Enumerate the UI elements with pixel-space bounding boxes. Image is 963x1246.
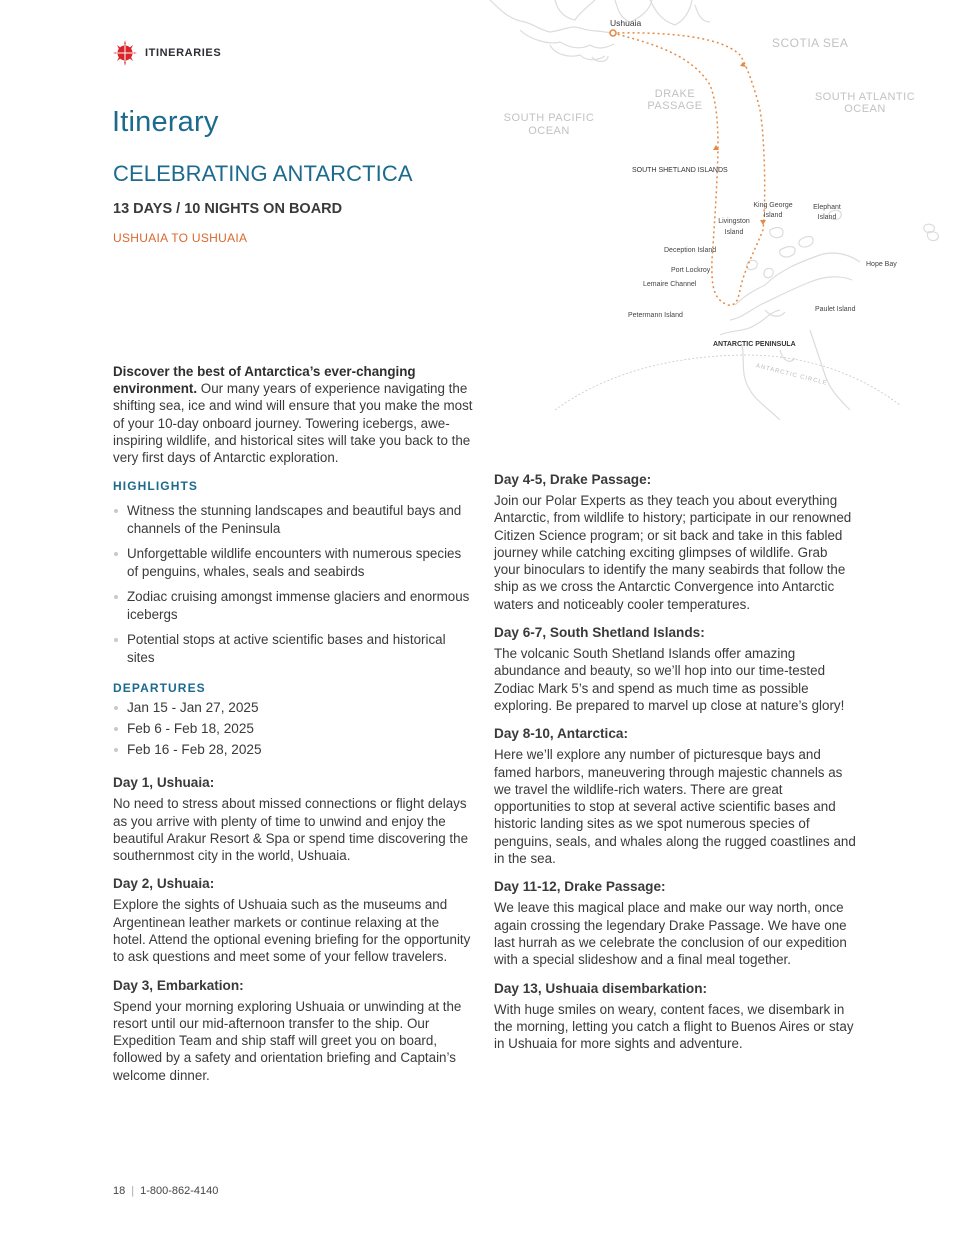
day-title: Day 13, Ushuaia disembarkation: [494,980,708,996]
route-arrow-icon [760,220,766,225]
day-description: Spend your morning exploring Ushuaia or unwinding at the resort until our mid-afternoon transfer to the ship. Our Expedition Team and ship staff will greet you on board, followed by a safety and orientation briefing and Captain’s welcome dinner. [113,998,462,1083]
map-label-king-george-2: Island [763,212,783,219]
antarctic-circle-label: ANTARCTIC CIRCLE [755,363,828,387]
day-title: Day 2, Ushuaia: [113,876,215,892]
map-label-livingston-2: Island [724,229,744,236]
map-label-king-george-1: King George [753,202,793,209]
departures-list [113,699,473,759]
map-label-pacific-1: SOUTH PACIFIC [503,112,595,124]
map-label-drake-1: DRAKE [654,88,696,100]
left-column [113,363,473,1096]
day-title: Day 1, Ushuaia: [113,775,215,791]
section-brand [113,40,221,66]
antarctic-circle-line [555,355,900,410]
day-entry-13 [494,981,856,1053]
day-entry-6-7 [494,625,856,714]
departure-item: Feb 16 - Feb 28, 2025 [113,741,473,759]
day-description: With huge smiles on weary, content faces, we disembark in the morning, letting you catch a flight to Buenos Aires or stay in Ushuaia for more sights and adventure. [494,1001,854,1052]
intro-paragraph [113,363,473,466]
day-entry-11-12 [494,879,856,968]
departure-item: Feb 6 - Feb 18, 2025 [113,720,473,738]
map-label-petermann: Petermann Island [628,312,683,319]
route-arrow-icon [740,62,746,67]
ushuaia-marker-icon [610,30,616,36]
intro-lead: Discover the best of Antarctica’s ever-changing environment. [113,364,416,397]
map-label-south-shetland: SOUTH SHETLAND ISLANDS [632,167,728,174]
day-description: No need to stress about missed connections or flight delays as you arrive with plenty of time to unwind and enjoy the beautiful Arakur Resort & Spa or spend time discovering the southernmost city in the world, Ushuaia. [113,796,469,864]
map-label-port-lockroy: Port Lockroy [671,267,711,274]
day-description: Explore the sights of Ushuaia such as the museums and Argentinean leather markets or continue relaxing at the hotel. Attend the optional evening briefing for the opportunity to ask questions and meet some of your fellow travelers. [113,897,471,965]
trip-name: CELEBRATING ANTARCTICA [113,161,413,186]
trip-duration: 13 DAYS / 10 NIGHTS ON BOARD [113,201,343,217]
map-label-deception: Deception Island [664,247,717,254]
highlight-item: Potential stops at active scientific bases and historical sites [113,631,473,666]
day-entry-1 [113,775,473,864]
map-label-hope-bay: Hope Bay [866,261,897,268]
day-title: Day 11-12, Drake Passage: [494,879,666,895]
map-label-drake-2: PASSAGE [647,100,703,112]
day-description: Join our Polar Experts as they teach you about everything Antarctic, from wildlife to history; participate in our renowned Citizen Science program; or sit back and take in this fabled journey while catching exciting glimpses of wildlife. Grab your binoculars to identify the many seabirds that follow the ship as we cross the Antarctic Convergence into Antarctic waters and noticeably cooler temperatures. [494,493,852,612]
map-label-paulet: Paulet Island [815,306,856,313]
map-label-atlantic-2: OCEAN [844,103,886,115]
phone-number: 1-800-862-4140 [140,1185,219,1197]
day-entry-3 [113,978,473,1084]
map-label-elephant-1: Elephant [813,204,841,211]
day-description: The volcanic South Shetland Islands offer amazing abundance and beauty, so we’ll hop into our time-tested Zodiac Mark 5’s and spend as much time as possible exploring. Be prepared to marvel up close at nature’s glory! [494,646,845,713]
highlights-list [113,502,473,666]
brand-label: ITINERARIES [145,47,222,59]
day-title: Day 4-5, Drake Passage: [494,472,652,487]
route-map [480,0,963,420]
highlight-item: Zodiac cruising amongst immense glaciers and enormous icebergs [113,588,473,623]
trip-route: USHUAIA TO USHUAIA [113,231,248,245]
day-description: We leave this magical place and make our way north, once again crossing the legendary Drake Passage. We have one last hurrah as we celebrate the conclusion of our expedition with a special slideshow and a final meal together. [494,900,847,968]
page-number: 18 [113,1185,126,1197]
day-entry-4-5 [494,472,856,613]
map-label-lemaire: Lemaire Channel [643,281,697,288]
map-label-scotia-sea: SCOTIA SEA [772,36,849,50]
day-entry-8-10 [494,726,856,867]
map-label-antarctic-peninsula: ANTARCTIC PENINSULA [713,341,796,348]
map-label-pacific-2: OCEAN [528,125,570,137]
intro-body: Our many years of experience navigating the shifting sea, ice and wind will ensure that you make the most of your 10-day onboard journey. Towering icebergs, awe-inspiring wildlife, and historical sites will take you back to the very first days of Antarctic exploration. [113,381,473,466]
map-label-elephant-2: Island [817,214,837,221]
highlights-heading: HIGHLIGHTS [113,479,198,494]
map-label-atlantic-1: SOUTH ATLANTIC [814,91,916,103]
compass-logo-icon [113,40,137,66]
page-footer [113,1185,218,1197]
departures-heading: DEPARTURES [113,681,206,696]
day-description: Here we’ll explore any number of picturesque bays and famed harbors, maneuvering through majestic channels as we travel the wildlife-rich waters. There are great opportunities to stop at several active scientific bases and historic landing sites as we spot numerous species of penguins, seals, and whales along the rugged coastlines and in the sea. [494,747,856,867]
coastline-outlines [490,0,938,420]
day-title: Day 3, Embarkation: [113,977,244,993]
day-title: Day 8-10, Antarctica: [494,726,628,742]
right-column [494,472,856,1064]
highlight-item: Witness the stunning landscapes and beautiful bays and channels of the Peninsula [113,502,473,537]
page-title: Itinerary [112,106,219,138]
map-label-ushuaia: Ushuaia [610,18,642,28]
departure-item: Jan 15 - Jan 27, 2025 [113,699,473,717]
day-title: Day 6-7, South Shetland Islands: [494,625,705,641]
footer-separator: | [131,1185,135,1197]
map-label-livingston-1: Livingston [718,218,750,225]
day-entry-2 [113,876,473,965]
highlight-item: Unforgettable wildlife encounters with numerous species of penguins, whales, seals and seabirds [113,545,473,580]
